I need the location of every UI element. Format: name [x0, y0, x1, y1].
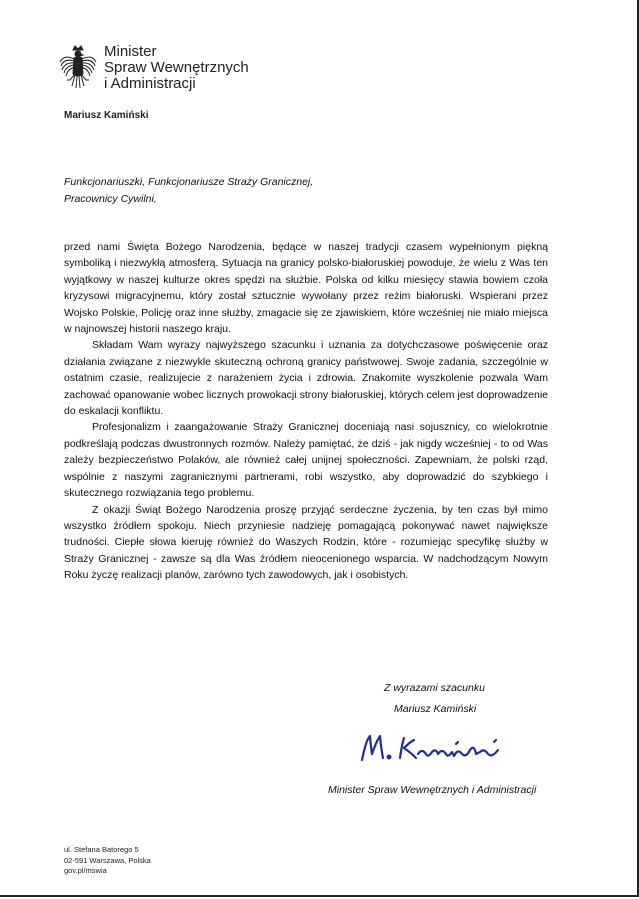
ministry-name — [104, 44, 249, 92]
ministry-line-1: Minister — [104, 43, 157, 60]
footer-city: 02-591 Warszawa, Polska — [64, 855, 151, 865]
closing — [384, 678, 485, 720]
footer-web: gov.pl/mswia — [64, 866, 107, 875]
paragraph-1: przed nami Święta Bożego Narodzenia, będące w naszej tradycji czasem wypełnionym piękną symboliką i niezwykłą atmosferą. Sytuacja na granicy polsko-białoruskiej powoduje, że wielu z Was ten wyjątkowy w naszej kulturze okres spędzi na służbie. Polska od kilku miesięcy stawia bowiem czoła kryzysowi migracyjnemu, który został sztucznie wywołany przez reżim białoruski. Wspierani przez Wojsko Polskie, Policję oraz inne służby, zmagacie się ze zjawiskiem, które wcześniej nie miało miejsca w najnowszej historii naszego kraju. — [64, 241, 548, 336]
signatory-name: Mariusz Kamiński — [64, 110, 149, 121]
footer-address — [64, 845, 151, 877]
closing-regards: Z wyrazami szacunku — [384, 682, 485, 694]
closing-name: Mariusz Kamiński — [394, 703, 477, 715]
footer-street: ul. Stefana Batorego 5 — [64, 845, 139, 854]
paragraph-3: Profesjonalizm i zaangażowanie Straży Granicznej doceniają nasi sojusznicy, co wielokrotnie podkreślają podczas dwustronnych rozmów. Należy pamiętać, że dziś - jak nigdy wcześniej - to od Was zależy bezpieczeństwo Polaków, ale również całej unijnej społeczności. Zapewniam, że polski rząd, wspólnie z naszymi zagranicznymi partnerami, robi wszystko, aby doprowadzić do szybkiego i skutecznego rozwiązania tego problemu. — [64, 421, 548, 500]
salutation-line-1: Funkcjonariuszki, Funkcjonariusze Straży Granicznej, — [64, 176, 314, 188]
paragraph-4: Z okazji Świąt Bożego Narodzenia proszę przyjąć serdeczne życzenia, by ten czas był mimo wszystko źródłem spokoju. Niech przyniesie nadzieję pomagającą pokonywać nawet największe trudności. Ciepłe słowa kieruję również do Waszych Rodzin, które - rozumiejąc specyfikę służby w Straży Granicznej - zawsze są dla Was źródłem nieocenionego wsparcia. W nadchodzącym Nowym Roku życzę realizacji planów, zarówno tych zawodowych, jak i osobistych. — [64, 503, 548, 582]
signatory-role: Minister Spraw Wewnętrznych i Administracji — [328, 784, 537, 796]
ministry-line-3: i Administracji — [104, 75, 196, 92]
handwritten-signature — [356, 730, 516, 766]
letter-body — [64, 239, 548, 584]
ministry-line-2: Spraw Wewnętrznych — [104, 59, 249, 76]
salutation — [64, 174, 313, 208]
salutation-line-2: Pracownicy Cywilni, — [64, 193, 157, 205]
letterhead — [58, 44, 249, 96]
paragraph-2: Składam Wam wyrazy najwyższego szacunku i uznania za dotychczasowe poświęcenie oraz działania związane z niezwykle skuteczną ochroną granicy państwowej. Swoje zadania, szczególnie w ostatnim czasie, realizujecie z narażeniem życia i zdrowia. Znakomite wyszkolenie pozwala Wam zachować opanowanie wobec licznych prowokacji strony białoruskiej, których celem jest doprowadzenie do eskalacji konfliktu. — [64, 339, 548, 418]
polish-eagle-icon — [58, 44, 98, 96]
